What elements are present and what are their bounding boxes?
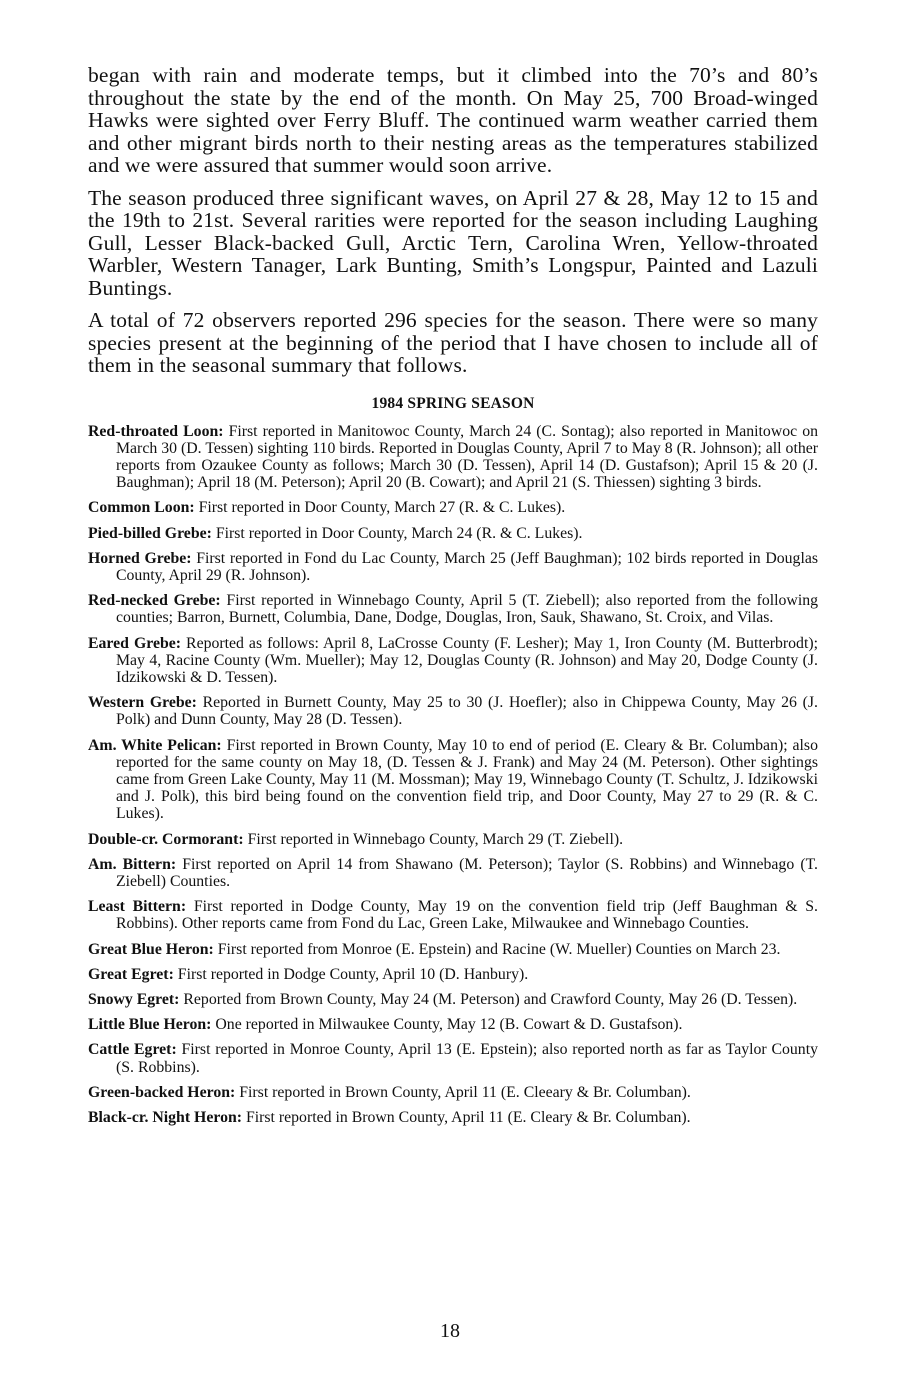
species-entry bbox=[88, 856, 818, 890]
species-text: First reported in Brown County, April 11 (E. Cleary & Br. Columban). bbox=[245, 1109, 691, 1126]
intro-text bbox=[88, 64, 818, 377]
species-entry bbox=[88, 737, 818, 823]
species-name: Great Egret: bbox=[88, 965, 174, 983]
species-entry bbox=[88, 635, 818, 687]
species-text: One reported in Milwaukee County, May 12 (B. Cowart & D. Gustafson). bbox=[215, 1016, 683, 1034]
species-name: Least Bittern: bbox=[88, 898, 187, 916]
species-name: Double-cr. Cormorant: bbox=[88, 830, 244, 848]
species-text: First reported from Monroe (E. Epstein) and Racine (W. Mueller) Counties on March 23. bbox=[217, 940, 781, 958]
species-text: First reported in Dodge County, May 19 on the convention field trip (Jeff Baughman & S. Robbins). Other reports came from Fond du Lac, Green Lake, Milwaukee and Winnebago Counties. bbox=[116, 898, 818, 933]
species-text: First reported in Door County, March 27 (R. & C. Lukes). bbox=[198, 499, 566, 517]
species-entry bbox=[88, 1084, 818, 1101]
species-entry bbox=[88, 499, 818, 516]
species-text: First reported in Fond du Lac County, March 25 (Jeff Baughman); 102 birds reported in Douglas County, April 29 (R. Johnson). bbox=[116, 549, 819, 584]
species-name: Pied-billed Grebe: bbox=[88, 524, 212, 542]
species-name: Great Blue Heron: bbox=[88, 940, 214, 958]
species-text: First reported in Dodge County, April 10 (D. Hanbury). bbox=[177, 965, 529, 983]
species-entry bbox=[88, 991, 818, 1008]
species-name: Snowy Egret: bbox=[88, 990, 180, 1008]
species-entry bbox=[88, 1016, 818, 1033]
species-name: Horned Grebe: bbox=[88, 549, 192, 567]
intro-paragraph-2: The season produced three significant waves, on April 27 & 28, May 12 to 15 and the 19th to 21st. Several rarities were reported for the season including Laughing Gull, Lesser Black-backed Gull, Arctic Tern, Carolina Wren, Yellow-throated Warbler, Western Tanager, Lark Bunting, Smith’s Longspur, Painted and Lazuli Buntings. bbox=[88, 185, 818, 300]
species-entry bbox=[88, 966, 818, 983]
species-name: Am. Bittern: bbox=[88, 855, 177, 873]
species-entry bbox=[88, 898, 818, 932]
species-name: Am. White Pelican: bbox=[88, 736, 222, 754]
species-text: First reported in Manitowoc County, March 24 (C. Sontag); also reported in Manitowoc on March 30 (D. Tessen) sighting 110 birds. Reported in Douglas County, April 7 to May 8 (R. Johnson); all other reports from Ozaukee County as follows; March 30 (D. Tessen), April 14 (D. Gustafson); April 15 & 20 (J. Baughman); April 18 (M. Peterson); April 20 (B. Cowart); and April 21 (S. Thiessen) sighting 3 birds. bbox=[116, 422, 819, 492]
document-page bbox=[88, 64, 818, 1134]
species-entry bbox=[88, 831, 818, 848]
intro-paragraph-1: began with rain and moderate temps, but it climbed into the 70’s and 80’s throughout the state by the end of the month. On May 25, 700 Broad-winged Hawks were sighted over Ferry Bluff. The continued warm weather carried them and other migrant birds north to their nesting areas as the temperatures stabilized and we were assured that summer would soon arrive. bbox=[88, 63, 818, 177]
species-text: First reported in Door County, March 24 (R. & C. Lukes). bbox=[215, 524, 583, 542]
species-entry bbox=[88, 550, 818, 584]
species-list bbox=[88, 423, 818, 1127]
species-name: Little Blue Heron: bbox=[88, 1016, 212, 1034]
species-text: Reported as follows: April 8, LaCrosse County (F. Lesher); May 1, Iron County (M. Butterbrodt); May 4, Racine County (Wm. Mueller); May 12, Douglas County (R. Johnson) and May 20, Dodge County (J. Idzikowski & D. Tessen). bbox=[116, 634, 818, 686]
species-entry bbox=[88, 1041, 818, 1075]
page-number: 18 bbox=[440, 1320, 460, 1342]
species-name: Cattle Egret: bbox=[88, 1041, 177, 1059]
species-text: First reported in Winnebago County, April 5 (T. Ziebell); also reported from the following counties; Barron, Burnett, Columbia, Dane, Dodge, Douglas, Iron, Sauk, Shawano, St. Croix, and Vilas. bbox=[116, 592, 818, 627]
species-text: First reported in Monroe County, April 13 (E. Epstein); also reported north as far as Taylor County (S. Robbins). bbox=[116, 1041, 818, 1076]
species-text: First reported in Winnebago County, March 29 (T. Ziebell). bbox=[247, 830, 624, 848]
species-entry bbox=[88, 592, 818, 626]
species-name: Common Loon: bbox=[88, 499, 195, 517]
species-entry bbox=[88, 1109, 818, 1126]
species-entry bbox=[88, 525, 818, 542]
species-entry bbox=[88, 941, 818, 958]
species-text: Reported from Brown County, May 24 (M. Peterson) and Crawford County, May 26 (D. Tessen). bbox=[183, 990, 798, 1008]
species-name: Eared Grebe: bbox=[88, 634, 182, 652]
species-name: Red-necked Grebe: bbox=[88, 592, 221, 610]
species-entry bbox=[88, 423, 818, 492]
species-text: First reported in Brown County, May 10 to end of period (E. Cleary & Br. Columban); also reported for the same county on May 18, (D. Tessen & J. Frank) and May 24 (M. Peterson). Other sightings came from Green Lake County, May 11 (M. Mossman); May 19, Winnebago County (T. Schultz, J. Idzikowski and J. Polk), this bird being found on the convention field trip, and Door County, May 27 to 29 (R. & C. Lukes). bbox=[116, 736, 818, 823]
species-name: Red-throated Loon: bbox=[88, 422, 224, 440]
species-text: First reported on April 14 from Shawano (M. Peterson); Taylor (S. Robbins) and Winnebago (T. Ziebell) Counties. bbox=[116, 855, 819, 890]
intro-paragraph-3: A total of 72 observers reported 296 species for the season. There were so many species present at the beginning of the period that I have chosen to include all of them in the seasonal summary that follows. bbox=[88, 308, 818, 377]
species-text: Reported in Burnett County, May 25 to 30 (J. Hoefler); also in Chippewa County, May 26 (J. Polk) and Dunn County, May 28 (D. Tessen). bbox=[116, 694, 818, 729]
section-title: 1984 SPRING SEASON bbox=[371, 394, 535, 412]
species-name: Black-cr. Night Heron: bbox=[88, 1109, 243, 1126]
species-entry bbox=[88, 694, 818, 728]
species-text: First reported in Brown County, April 11 (E. Cleeary & Br. Columban). bbox=[239, 1083, 691, 1101]
species-name: Green-backed Heron: bbox=[88, 1083, 236, 1101]
species-name: Western Grebe: bbox=[88, 694, 197, 712]
